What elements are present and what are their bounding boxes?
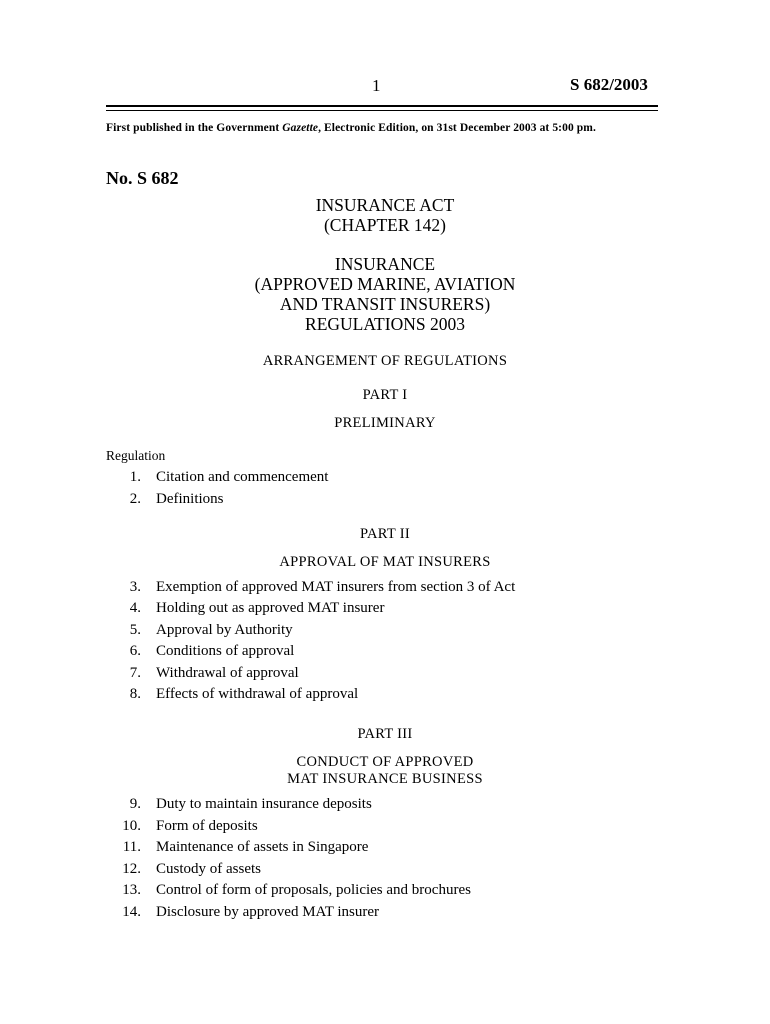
toc-item-text: Definitions	[156, 491, 224, 507]
toc-item-number: 2.	[129, 491, 141, 507]
toc-item-text: Form of deposits	[156, 818, 258, 834]
part-title: APPROVAL OF MAT INSURERS	[279, 554, 491, 570]
toc-item-number: 5.	[129, 622, 141, 638]
toc-item-text: Effects of withdrawal of approval	[156, 686, 359, 702]
publication-line	[106, 122, 596, 134]
toc-item-number: 1.	[129, 469, 141, 485]
toc-item-number: 14.	[122, 904, 141, 920]
part-heading: PART III	[357, 726, 413, 742]
gazette-number: S 682/2003	[570, 75, 648, 94]
act-title: INSURANCE ACT	[315, 195, 455, 215]
publication-suffix: , Electronic Edition, on 31st December 2003 at 5:00 pm.	[318, 122, 596, 134]
header-rule-thick	[106, 105, 658, 107]
toc-item-number: 11.	[122, 839, 141, 855]
toc-item-text: Control of form of proposals, policies and brochures	[156, 882, 471, 898]
regulations-title-line-3: AND TRANSIT INSURERS)	[279, 294, 491, 314]
notice-number: No. S 682	[106, 168, 179, 188]
publication-gazette: Gazette	[282, 122, 319, 134]
toc-item-text: Conditions of approval	[156, 643, 295, 659]
toc-item-number: 7.	[129, 665, 141, 681]
toc-item-text: Maintenance of assets in Singapore	[156, 839, 369, 855]
part-title-line-1: CONDUCT OF APPROVED	[296, 754, 474, 770]
toc-item-number: 4.	[129, 600, 141, 616]
toc-item-number: 6.	[129, 643, 141, 659]
part-heading: PART I	[362, 387, 408, 403]
toc-item-text: Duty to maintain insurance deposits	[156, 796, 372, 812]
toc-item-number: 13.	[122, 882, 141, 898]
act-chapter: (CHAPTER 142)	[323, 215, 446, 235]
toc-item-number: 10.	[122, 818, 141, 834]
regulations-title-line-1: INSURANCE	[334, 254, 436, 274]
page-number: 1	[372, 76, 381, 95]
part-title: PRELIMINARY	[334, 415, 436, 431]
header-rule-thin	[106, 110, 658, 111]
toc-item-text: Exemption of approved MAT insurers from section 3 of Act	[156, 579, 516, 595]
toc-item-number: 9.	[129, 796, 141, 812]
toc-item-number: 3.	[129, 579, 141, 595]
toc-item-text: Citation and commencement	[156, 469, 329, 485]
toc-item-number: 12.	[122, 861, 141, 877]
toc-item-text: Holding out as approved MAT insurer	[156, 600, 385, 616]
toc-item-text: Approval by Authority	[156, 622, 293, 638]
part-heading: PART II	[360, 526, 410, 542]
publication-prefix: First published in the Government	[106, 122, 283, 134]
regulation-column-label: Regulation	[106, 448, 166, 463]
toc-item-number: 8.	[129, 686, 141, 702]
regulations-title-line-2: (APPROVED MARINE, AVIATION	[254, 274, 516, 294]
toc-item-text: Withdrawal of approval	[156, 665, 299, 681]
regulations-title-line-4: REGULATIONS 2003	[305, 314, 465, 334]
arrangement-heading: ARRANGEMENT OF REGULATIONS	[262, 353, 508, 369]
toc-item-text: Custody of assets	[156, 861, 261, 877]
part-title-line-2: MAT INSURANCE BUSINESS	[287, 771, 483, 787]
toc-item-text: Disclosure by approved MAT insurer	[156, 904, 380, 920]
